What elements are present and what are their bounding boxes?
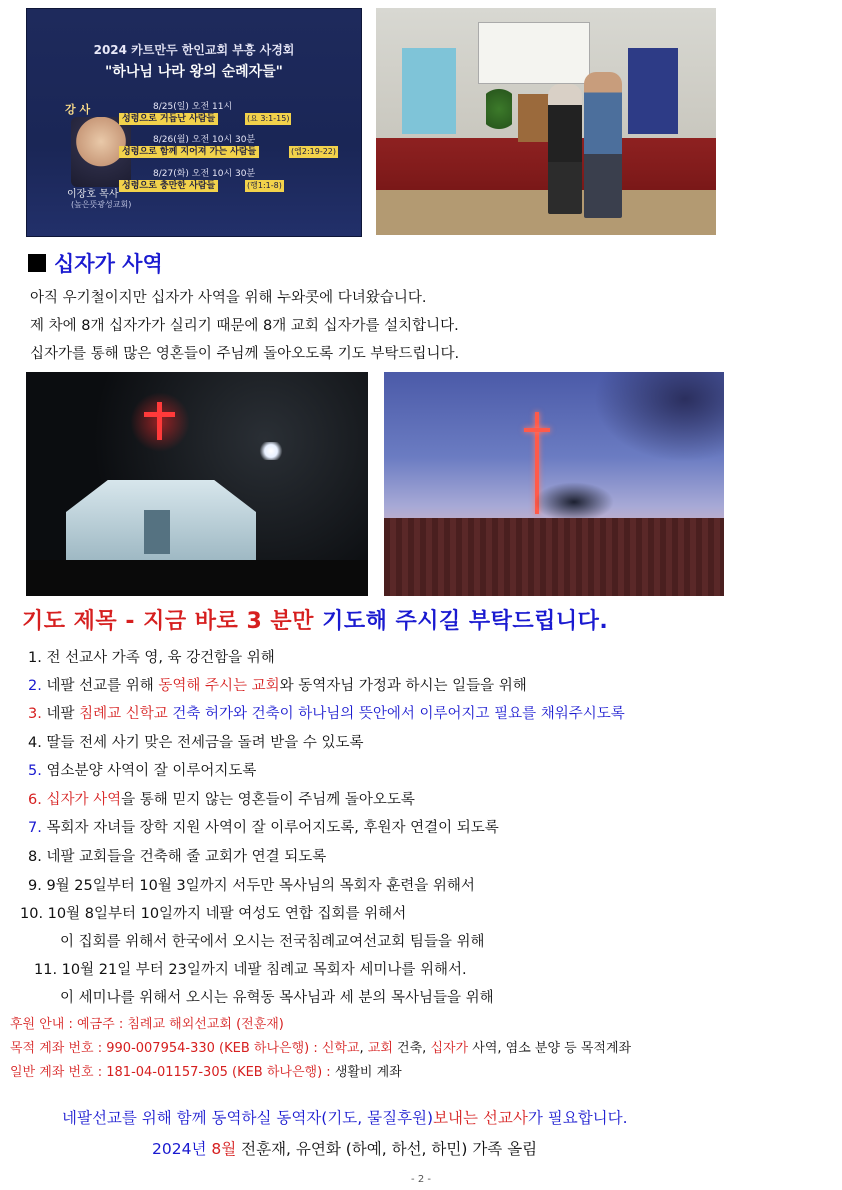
- tin-roof: [384, 518, 724, 596]
- square-bullet-icon: [28, 254, 46, 272]
- purpose-account-desc-part: 사역, 염소 분양 등 목적계좌: [468, 1041, 632, 1056]
- closing-signature: [152, 1137, 537, 1159]
- right-banner: [628, 48, 678, 134]
- closing-appeal: [62, 1106, 628, 1128]
- left-banner: [402, 48, 456, 134]
- ground: [26, 560, 368, 596]
- purpose-account-desc-part: 건축,: [392, 1041, 431, 1056]
- closing-appeal-part: 네팔선교를 위해 함께 동역하실 동역자(기도, 물질후원): [62, 1109, 434, 1127]
- prayer-item: [60, 930, 484, 951]
- prayer-item: [28, 702, 625, 723]
- support-line-purpose: [10, 1037, 631, 1056]
- general-account-desc: 생활비 계좌: [334, 1065, 402, 1080]
- prayer-item: [28, 674, 527, 695]
- session-theme: 성령으로 충만한 사람들: [119, 180, 218, 192]
- prayer-item-text: 10월 21일 부터 23일까지 네팔 침례교 목회자 세미나를 위해서.: [61, 962, 467, 978]
- prayer-item-number: 7.: [28, 820, 47, 836]
- section-heading: [28, 248, 163, 278]
- closing-appeal-part: 가 필요합니다.: [527, 1109, 628, 1127]
- prayer-item: [28, 874, 475, 895]
- general-account-label: 일반 계좌 번호 :: [10, 1065, 107, 1080]
- prayer-title-blue: 기도해 주시길 부탁드립니다.: [313, 609, 609, 634]
- support-line-general: [10, 1061, 402, 1080]
- prayer-item: [60, 986, 494, 1007]
- prayer-item: [28, 816, 499, 837]
- prayer-item-number: 9.: [28, 878, 47, 894]
- cross-paragraph-line: 십자가를 통해 많은 영혼들이 주님께 돌아오도록 기도 부탁드립니다.: [30, 346, 460, 362]
- floor: [376, 190, 716, 235]
- support-line-holder: [10, 1013, 284, 1032]
- page-number: - 2 -: [411, 1174, 431, 1185]
- section-heading-text: 십자가 사역: [54, 252, 163, 276]
- support-label: 후원 안내 :: [10, 1017, 78, 1032]
- prayer-item-number: 6.: [28, 792, 47, 808]
- prayer-item-text: 와 동역자님 가정과 하시는 일들을 위해: [279, 678, 527, 694]
- cloud: [594, 372, 724, 462]
- prayer-item-text: 침례교 신학교: [79, 706, 168, 722]
- prayer-item-number: 1.: [28, 650, 47, 666]
- poster-title: 2024 카트만두 한인교회 부흥 사경회: [93, 43, 295, 57]
- prayer-item-text: 네팔 선교를 위해: [46, 678, 159, 694]
- prayer-item-text: 이 집회를 위해서 한국에서 오시는 전국침례교여선교회 팀들을 위해: [60, 934, 485, 950]
- church-photo: [376, 8, 716, 235]
- session-ref: (요 3:1-15): [247, 114, 290, 123]
- purpose-account-desc-part: 교회: [367, 1041, 393, 1056]
- speaker-church: (높은뜻광성교회): [71, 200, 132, 209]
- purpose-account-label: 목적 계좌 번호 :: [10, 1041, 107, 1056]
- purpose-account-desc-part: 신학교: [321, 1041, 360, 1056]
- purpose-account-number: 990-007954-330 (KEB 하나은행) :: [106, 1041, 322, 1056]
- dusk-cross-photo: [384, 372, 724, 596]
- night-cross-photo: [26, 372, 368, 596]
- street-lamp: [258, 442, 284, 460]
- person-missionary: [584, 72, 622, 218]
- prayer-item-text: 을 통해 믿지 않는 영혼들이 주님께 돌아오도록: [121, 792, 415, 808]
- session-date: 8/25(일) 오전 11시: [153, 102, 233, 112]
- poster-lecturer-label: 강 사: [65, 103, 91, 116]
- stage: [376, 138, 716, 190]
- prayer-item-text: 네팔: [46, 706, 80, 722]
- prayer-item-text: 십자가 사역: [46, 792, 122, 808]
- prayer-item-text: 목회자 자녀들 장학 지원 사역이 잘 이루어지도록, 후원자 연결이 되도록: [46, 820, 499, 836]
- trees: [534, 482, 614, 522]
- closing-appeal-part: 보내는 선교사: [433, 1109, 528, 1127]
- session-ref: (엡2:19-22): [291, 147, 337, 156]
- revival-poster-image: [26, 8, 362, 237]
- neon-cross-bar: [144, 412, 175, 417]
- prayer-item-text: 염소분양 사역이 잘 이루어지도록: [46, 763, 257, 779]
- potted-plant: [486, 84, 512, 134]
- prayer-item: [28, 845, 326, 866]
- cross-paragraph-line: 제 차에 8개 십자가가 실리기 때문에 8개 교회 십자가를 설치합니다.: [30, 318, 459, 334]
- prayer-item: [34, 958, 467, 979]
- prayer-item-text: 건축 허가와 건축이 하나님의 뜻안에서 이루어지고 필요를 채워주시도록: [167, 706, 625, 722]
- prayer-item-number: 11.: [34, 962, 62, 978]
- prayer-item-number: 2.: [28, 678, 47, 694]
- prayer-item-text: 이 세미나를 위해서 오시는 유혁동 목사님과 세 분의 목사님들을 위해: [60, 990, 494, 1006]
- session-ref: (행1:1-8): [247, 181, 282, 190]
- speaker-name: 이장호 목사: [67, 189, 119, 200]
- prayer-item-number: 8.: [28, 849, 47, 865]
- session-theme: 성령으로 함께 지어져 가는 사람들: [119, 146, 259, 158]
- session-date: 8/26(월) 오전 10시 30분: [153, 135, 256, 145]
- neon-cross-bar: [524, 428, 550, 432]
- prayer-title: [22, 604, 608, 635]
- prayer-item-text: 딸들 전세 사기 맞은 전세금을 돌려 받을 수 있도록: [46, 735, 364, 751]
- prayer-item-number: 4.: [28, 735, 47, 751]
- signature-month: 8월: [211, 1140, 237, 1158]
- signature-year: 2024년: [152, 1140, 207, 1158]
- prayer-item-number: 3.: [28, 706, 47, 722]
- prayer-item-text: 9월 25일부터 10월 3일까지 서두만 목사님의 목회자 훈련을 위해서: [46, 878, 475, 894]
- prayer-item-text: 네팔 교회들을 건축해 줄 교회가 연결 되도록: [46, 849, 327, 865]
- neon-cross-icon: [157, 402, 162, 440]
- projector-screen: [478, 22, 590, 84]
- prayer-item-number: 5.: [28, 763, 47, 779]
- purpose-account-desc: [322, 1041, 631, 1056]
- prayer-item: [20, 902, 406, 923]
- prayer-item-number: 10.: [20, 906, 48, 922]
- prayer-item-text: 동역해 주시는 교회: [158, 678, 280, 694]
- cross-paragraph-line: 아직 우기철이지만 십자가 사역을 위해 누와콧에 다녀왔습니다.: [30, 290, 427, 306]
- prayer-item-text: 전 선교사 가족 영, 육 강건함을 위해: [46, 650, 275, 666]
- general-account-number: 181-04-01157-305 (KEB 하나은행) :: [106, 1065, 335, 1080]
- session-date: 8/27(화) 오전 10시 30분: [153, 169, 256, 179]
- prayer-item: [28, 731, 363, 752]
- purpose-account-desc-part: 십자가: [430, 1041, 469, 1056]
- session-theme: 성령으로 거듭난 사람들: [119, 113, 218, 125]
- prayer-item: [28, 788, 415, 809]
- purpose-account-desc-part: ,: [359, 1041, 368, 1056]
- prayer-item-text: 10월 8일부터 10일까지 네팔 여성도 연합 집회를 위해서: [47, 906, 407, 922]
- person-pastor: [548, 84, 582, 214]
- prayer-item: [28, 759, 256, 780]
- prayer-title-red: 기도 제목 - 지금 바로 3 분만: [22, 609, 314, 634]
- prayer-item: [28, 646, 275, 667]
- church-door: [144, 510, 170, 554]
- support-account-holder: 예금주 : 침례교 해외선교회 (전훈재): [77, 1017, 284, 1032]
- poster-subtitle: "하나님 나라 왕의 순례자들": [105, 64, 283, 80]
- signature-family: 전훈재, 유연화 (하예, 하선, 하민) 가족 올림: [236, 1140, 538, 1158]
